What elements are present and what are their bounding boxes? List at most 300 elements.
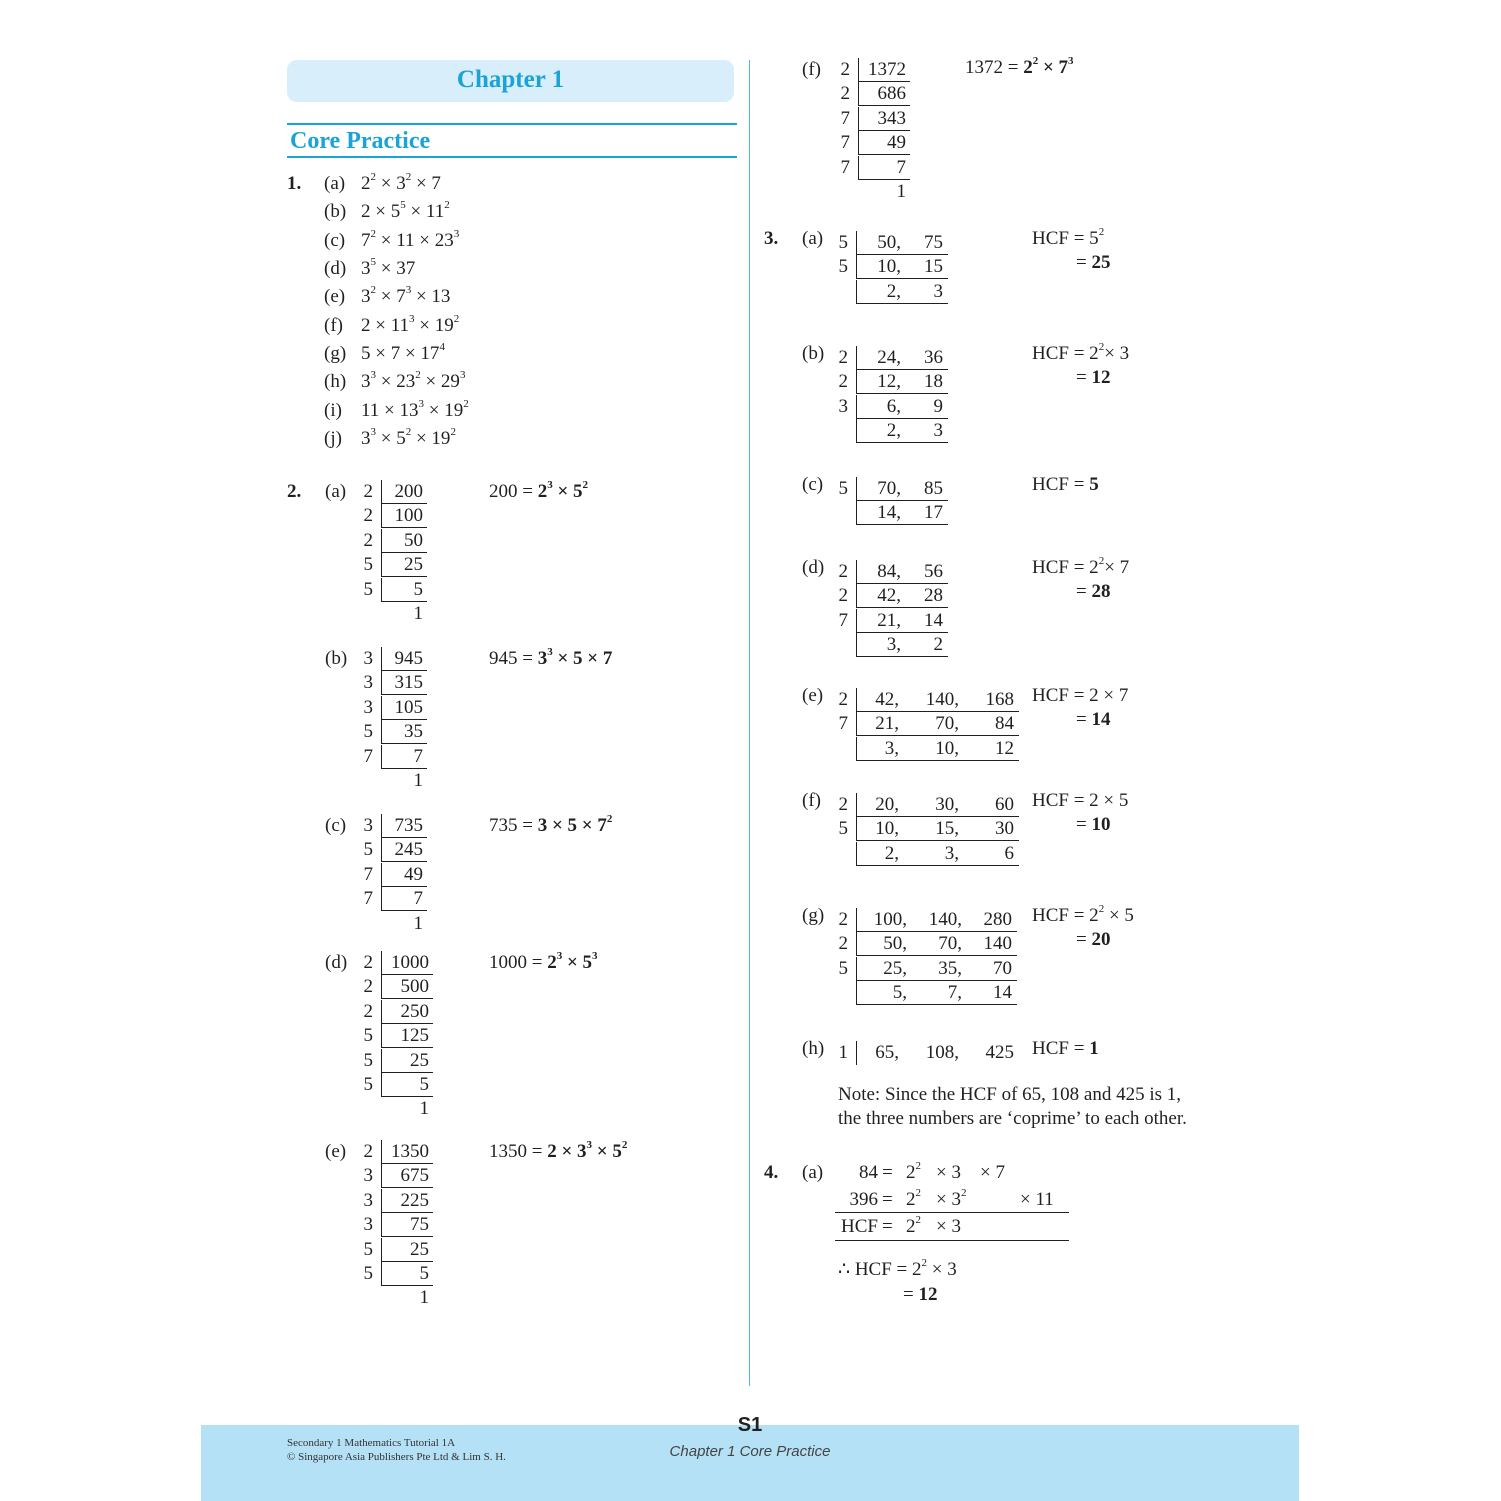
ladder-cells [856,817,1019,841]
ladder-divisor: 5 [363,1025,373,1047]
q2-item-label: (f) [802,59,821,80]
ladder-value: 945 [381,647,427,671]
ladder-cells [856,477,948,501]
q1-item-label: (e) [324,286,346,307]
q1-item-expression: $3^3 \times 5^2 \times 19^2$ [361,425,456,449]
ladder-value-last: 1 [896,181,906,202]
superscript-exponent: 5 [400,198,406,211]
ladder-cell: 12 [995,737,1014,759]
ladder-value: 225 [381,1189,433,1213]
ladder-cell: 18 [924,371,943,393]
ladder-value: 250 [381,1000,433,1024]
superscript-exponent: 3 [405,283,412,296]
superscript-exponent: 3 [453,227,460,240]
division-ladder [836,560,958,658]
superscript-exponent: 3 [547,645,553,658]
q2-item-label: (d) [325,952,348,973]
ladder-cells [856,584,948,608]
ladder-row [361,1073,437,1097]
hcf-statement: HCF = 5 [1032,474,1099,495]
ladder-row [361,1189,437,1213]
hcf-answer: = 14 [1076,709,1111,730]
ladder-cell: 2, [886,280,901,302]
ladder-cells [856,231,948,255]
ladder-divisor: 2 [363,1000,373,1022]
question-4-number: 4. [764,1162,779,1183]
ladder-row [361,951,437,975]
q4-table-cell: HCF [841,1216,878,1237]
ladder-row [361,1049,437,1073]
q3-item-label: (h) [802,1038,825,1059]
result-factors: $2^3 \times 5^2$ [537,478,589,502]
ladder-cell: 3, [884,737,899,759]
hcf-answer-value: 28 [1091,581,1111,602]
superscript-exponent: 2 [1098,225,1105,238]
q1-item-label: (d) [324,258,347,279]
ladder-divisor: 5 [363,578,373,600]
ladder-cell: 14 [924,609,943,631]
question-1-number: 1. [287,173,302,194]
ladder-cell: 425 [985,1042,1014,1063]
superscript-exponent: 2 [606,812,613,825]
q4-therefore: ∴ HCF = $2^2 \times 3$ [838,1256,957,1280]
result-factors: $2^2 \times 7^3$ [1023,54,1074,78]
ladder-row [838,107,914,131]
q1-item-expression: $3^3 \times 23^2 \times 29^3$ [361,368,466,392]
ladder-row [838,156,914,180]
ladder-cell: 14, [877,502,901,524]
ladder-divisor: 2 [838,347,848,368]
prime-factorisation-result [489,480,588,504]
ladder-divisor: 2 [838,909,848,930]
superscript-exponent: 3 [418,397,425,410]
footer-book-line-1: Secondary 1 Mathematics Tutorial 1A [287,1437,456,1449]
q1-item-expression: $11 \times 13^3 \times 19^2$ [361,397,469,421]
superscript-exponent: 2 [453,312,460,325]
result-number: 735 = [489,815,538,836]
hcf-value: 5 [1089,474,1099,495]
hcf-statement: HCF = $2^2\times 7$ [1032,554,1130,578]
superscript-exponent: 2 [1098,902,1105,915]
q3-item-label: (c) [802,474,824,495]
ladder-divisor: 5 [363,1238,373,1260]
ladder-divisor: 7 [838,713,848,735]
ladder-row [361,696,431,720]
ladder-value: 25 [381,1049,433,1073]
ladder-divisor: 2 [840,83,850,105]
ladder-divisor: 5 [363,1049,373,1071]
superscript-exponent: 2 [370,170,376,183]
ladder-row [836,688,1023,712]
superscript-exponent: 3 [586,1138,593,1151]
ladder-divisor: 7 [840,156,850,178]
ladder-row-last [836,842,1023,866]
hcf-statement: HCF = $2^2\times 3$ [1032,340,1130,364]
ladder-cell: 7, [947,982,962,1004]
ladder-cell: 280 [983,909,1012,930]
ladder-divisor: 2 [363,529,373,551]
prime-factorisation-result [489,951,598,975]
ladder-divisor: 2 [363,1141,373,1162]
ladder-row [361,975,437,999]
hcf-answer-value: 12 [1091,367,1111,388]
q1-item-label: (a) [324,173,346,194]
hcf-statement: HCF = $5^2$ [1032,225,1105,249]
ladder-row [836,957,1021,981]
q1-item-expression: $3^2 \times 7^3 \times 13$ [361,283,451,307]
division-ladder [361,480,437,626]
ladder-divisor: 2 [363,976,373,998]
ladder-value: 5 [381,1073,433,1097]
q3-item-label: (b) [802,343,825,364]
ladder-divisor: 5 [838,957,848,979]
ladder-cell: 17 [924,502,943,524]
superscript-exponent: 3 [370,425,376,438]
ladder-row [836,560,952,584]
ladder-cell: 140, [925,689,959,710]
q4-table-cell: = [882,1162,893,1183]
ladder-cell: 65, [875,1042,899,1063]
hcf-answer-value: 14 [1091,709,1111,730]
ladder-cells-last [856,419,948,443]
q1-item-label: (i) [324,400,342,421]
ladder-cell: 75 [924,232,943,253]
ladder-cell: 5, [892,982,907,1004]
ladder-cell: 20, [875,794,899,815]
q4-table-cell: × 7 [980,1162,1005,1183]
ladder-divisor: 5 [363,721,373,743]
q4-table-cell: 84 [859,1162,878,1183]
q1-item-label: (g) [324,343,347,364]
q4-table-cell: × 3 [936,1216,961,1237]
ladder-row-last [836,981,1021,1005]
ladder-cell: 70, [938,933,962,955]
q4-rule-1 [835,1212,1069,1213]
ladder-row [836,255,952,279]
ladder-cell: 35, [938,957,962,979]
ladder-cell: 70, [877,478,901,499]
ladder-cell: 12, [877,371,901,393]
ladder-cell: 10, [935,737,959,759]
q1-item-label: (j) [324,428,342,449]
prime-factorisation-result [489,814,612,838]
ladder-cell: 50, [877,232,901,253]
ladder-divisor: 5 [363,554,373,576]
division-ladder [836,346,958,444]
division-ladder [361,647,437,793]
q3-item-label: (e) [802,685,824,706]
ladder-cells [856,255,948,279]
division-ladder [836,688,1029,761]
ladder-cell: 2 [933,634,943,656]
ladder-cell: 6 [1004,842,1014,864]
ladder-row [836,712,1023,736]
superscript-exponent: 2 [370,227,376,240]
ladder-value: 75 [381,1213,433,1237]
ladder-row-last [836,419,952,443]
ladder-value: 50 [381,529,427,553]
q4-table-cell: = [882,1216,893,1237]
ladder-cell: 60 [995,794,1014,815]
q4-table-cell: × 3 [936,1162,961,1183]
ladder-divisor: 7 [363,863,373,885]
result-factors: $2 \times 3^3 \times 5^2$ [547,1138,628,1162]
hcf-statement: HCF = 2 × 7 [1032,685,1129,706]
q4-table-cell: × $3^2$ [936,1186,967,1210]
ladder-cell: 36 [924,347,943,368]
ladder-row [836,584,952,608]
footer-caption: Chapter 1 Core Practice [669,1443,831,1460]
result-factors: $3^3 \times 5 \times 7$ [537,645,613,669]
ladder-cells [856,1041,1019,1065]
superscript-exponent: 3 [556,949,563,962]
ladder-divisor: 3 [363,1214,373,1236]
page-number: S1 [737,1414,763,1436]
q1-item-label: (b) [324,201,347,222]
ladder-row [836,932,1021,956]
q3-item-label: (d) [802,557,825,578]
hcf-answer: = 20 [1076,929,1111,950]
ladder-cells-last [856,737,1019,761]
superscript-exponent: 3 [370,368,376,381]
ladder-value: 25 [381,553,427,577]
hcf-answer-value: 25 [1091,252,1111,273]
ladder-value: 25 [381,1238,433,1262]
ladder-cell: 3, [886,634,901,656]
ladder-divisor: 7 [363,745,373,767]
ladder-cells [856,712,1019,736]
result-number: 1000 = [489,952,548,973]
superscript-exponent: 3 [547,478,553,491]
ladder-row [836,609,952,633]
ladder-row [361,814,431,838]
superscript-exponent: 2 [915,1159,921,1172]
ladder-cell: 84, [877,561,901,582]
ladder-divisor: 2 [838,689,848,710]
superscript-exponent: 3 [592,949,598,962]
ladder-cell: 9 [933,395,943,417]
ladder-divisor: 3 [838,395,848,417]
ladder-cell: 108, [925,1042,959,1063]
hcf-answer: = 12 [1076,367,1111,388]
ladder-cell: 168 [985,689,1014,710]
ladder-divisor: 1 [838,1042,848,1063]
q2-item-label: (a) [325,481,347,502]
division-ladder [836,477,958,526]
ladder-divisor: 2 [840,59,850,80]
ladder-row [836,908,1021,932]
ladder-row [838,58,914,82]
superscript-exponent: 2 [921,1256,928,1269]
ladder-cells [856,370,948,394]
ladder-row [361,745,431,769]
ladder-cell: 140, [928,909,962,930]
superscript-exponent: 2 [1032,54,1039,67]
ladder-divisor: 2 [838,585,848,607]
ladder-cells [856,957,1017,981]
ladder-cell: 6, [886,395,901,417]
prime-factorisation-result [489,1140,627,1164]
ladder-row-last [836,633,952,657]
ladder-cells-last [856,842,1019,866]
ladder-value: 49 [381,863,427,887]
q1-item-expression: $2 \times 5^5 \times 11^2$ [361,198,450,222]
ladder-divisor: 5 [838,232,848,253]
q1-item-label: (h) [324,371,347,392]
q3-item-label: (g) [802,905,825,926]
prime-factorisation-result [489,647,612,671]
q4-answer-value: 12 [918,1284,938,1305]
q4-table-cell: $2^2$ [906,1159,921,1183]
ladder-cell: 2, [886,420,901,442]
ladder-cells [856,395,948,419]
q1-item-expression: $3^5 \times 37$ [361,255,416,279]
hcf-statement: HCF = 2 × 5 [1032,790,1129,811]
ladder-value: 100 [381,504,427,528]
ladder-divisor: 2 [838,794,848,815]
ladder-value-last: 1 [413,603,423,624]
ladder-cell: 42, [875,689,899,710]
q4-answer: = 12 [903,1284,938,1305]
superscript-exponent: 2 [960,1186,967,1199]
ladder-row [836,817,1023,841]
ladder-row [836,477,952,501]
ladder-cell: 10, [875,818,899,840]
note-line-2: the three numbers are ‘coprime’ to each other. [838,1108,1187,1129]
q3-item-label: (a) [802,228,824,249]
superscript-exponent: 2 [1098,340,1105,353]
ladder-value: 245 [381,838,427,862]
ladder-cell: 25, [883,957,907,979]
ladder-divisor: 7 [840,132,850,154]
ladder-divisor: 2 [363,481,373,502]
ladder-row [836,1041,1023,1065]
chapter-title: Chapter 1 [456,66,565,93]
hcf-answer-value: 20 [1091,929,1111,950]
ladder-cell: 140 [983,933,1012,955]
ladder-cell: 3, [944,842,959,864]
ladder-cell: 21, [877,609,901,631]
question-4a-label: (a) [802,1162,824,1183]
column-divider [749,60,750,1386]
ladder-divisor: 5 [838,478,848,499]
ladder-divisor: 5 [838,256,848,278]
ladder-value: 7 [381,887,427,911]
division-ladder [361,951,443,1122]
q1-item-expression: $2^2 \times 3^2 \times 7$ [361,170,441,194]
ladder-divisor: 7 [840,107,850,129]
superscript-exponent: 2 [915,1213,921,1226]
ladder-row-last [361,1286,437,1310]
ladder-cells-last [856,981,1017,1005]
hcf-answer: = 10 [1076,814,1111,835]
ladder-divisor: 2 [838,561,848,582]
ladder-cell: 24, [877,347,901,368]
ladder-cells [856,346,948,370]
ladder-cell: 100, [873,909,907,930]
ladder-cell: 15 [924,256,943,278]
superscript-exponent: 2 [405,170,412,183]
division-ladder [836,908,1027,1006]
ladder-value: 5 [381,578,427,602]
q4-table-cell: $2^2$ [906,1186,921,1210]
question-3-number: 3. [764,228,779,249]
ladder-row-last [361,769,431,793]
ladder-row [361,863,431,887]
ladder-divisor: 5 [363,839,373,861]
ladder-divisor: 5 [838,818,848,840]
q1-item-expression: $7^2 \times 11 \times 23^3$ [361,227,460,251]
ladder-cells [856,609,948,633]
result-factors: $2^3 \times 5^3$ [547,949,598,973]
ladder-cells [856,908,1017,932]
section-rule-bottom [287,156,737,158]
superscript-exponent: 2 [915,1186,921,1199]
ladder-row-last [836,280,952,304]
superscript-exponent: 2 [1098,554,1105,567]
ladder-cell: 70 [993,957,1012,979]
result-factors: $3 \times 5 \times 7^2$ [537,812,613,836]
ladder-divisor: 3 [363,672,373,694]
hcf-answer: = 25 [1076,252,1111,273]
ladder-row [361,1024,437,1048]
question-2-number: 2. [287,481,302,502]
superscript-exponent: 4 [439,340,445,353]
q2-item-label: (c) [325,815,347,836]
ladder-value: 315 [381,671,427,695]
ladder-value: 686 [858,82,910,106]
ladder-cell: 3 [933,280,943,302]
note-line-1: Note: Since the HCF of 65, 108 and 425 is 1, [838,1084,1182,1105]
ladder-row [838,131,914,155]
ladder-cells [856,688,1019,712]
hcf-statement: HCF = $2^2 \times 5$ [1032,902,1134,926]
ladder-value: 35 [381,720,427,744]
ladder-divisor: 3 [363,1189,373,1211]
ladder-cell: 10, [877,256,901,278]
ladder-value: 675 [381,1164,433,1188]
q1-item-label: (c) [324,230,346,251]
footer-book-line-2: © Singapore Asia Publishers Pte Ltd & Lim S. H. [287,1451,506,1463]
ladder-value: 7 [858,156,910,180]
ladder-cell: 21, [875,713,899,735]
ladder-value-last: 1 [413,770,423,791]
ladder-row-last [361,912,431,936]
superscript-exponent: 3 [409,312,415,325]
ladder-row [836,346,952,370]
q1-item-expression: $2 \times 11^3 \times 19^2$ [361,312,460,336]
ladder-row [361,1000,437,1024]
q4-table-cell: 396 [849,1189,878,1210]
ladder-value: 125 [381,1024,433,1048]
ladder-cell: 28 [924,585,943,607]
ladder-cell: 70, [935,713,959,735]
ladder-row [361,480,431,504]
ladder-divisor: 2 [838,933,848,955]
ladder-row [836,231,952,255]
ladder-cell: 56 [924,561,943,582]
superscript-exponent: 2 [405,425,412,438]
result-number: 200 = [489,481,538,502]
superscript-exponent: 2 [582,478,589,491]
ladder-divisor: 3 [363,1165,373,1187]
q1-item-label: (f) [324,315,343,336]
ladder-divisor: 7 [838,609,848,631]
ladder-cells-last [856,280,948,304]
ladder-row [361,887,431,911]
ladder-value: 200 [381,480,427,504]
ladder-row-last [361,1097,437,1121]
